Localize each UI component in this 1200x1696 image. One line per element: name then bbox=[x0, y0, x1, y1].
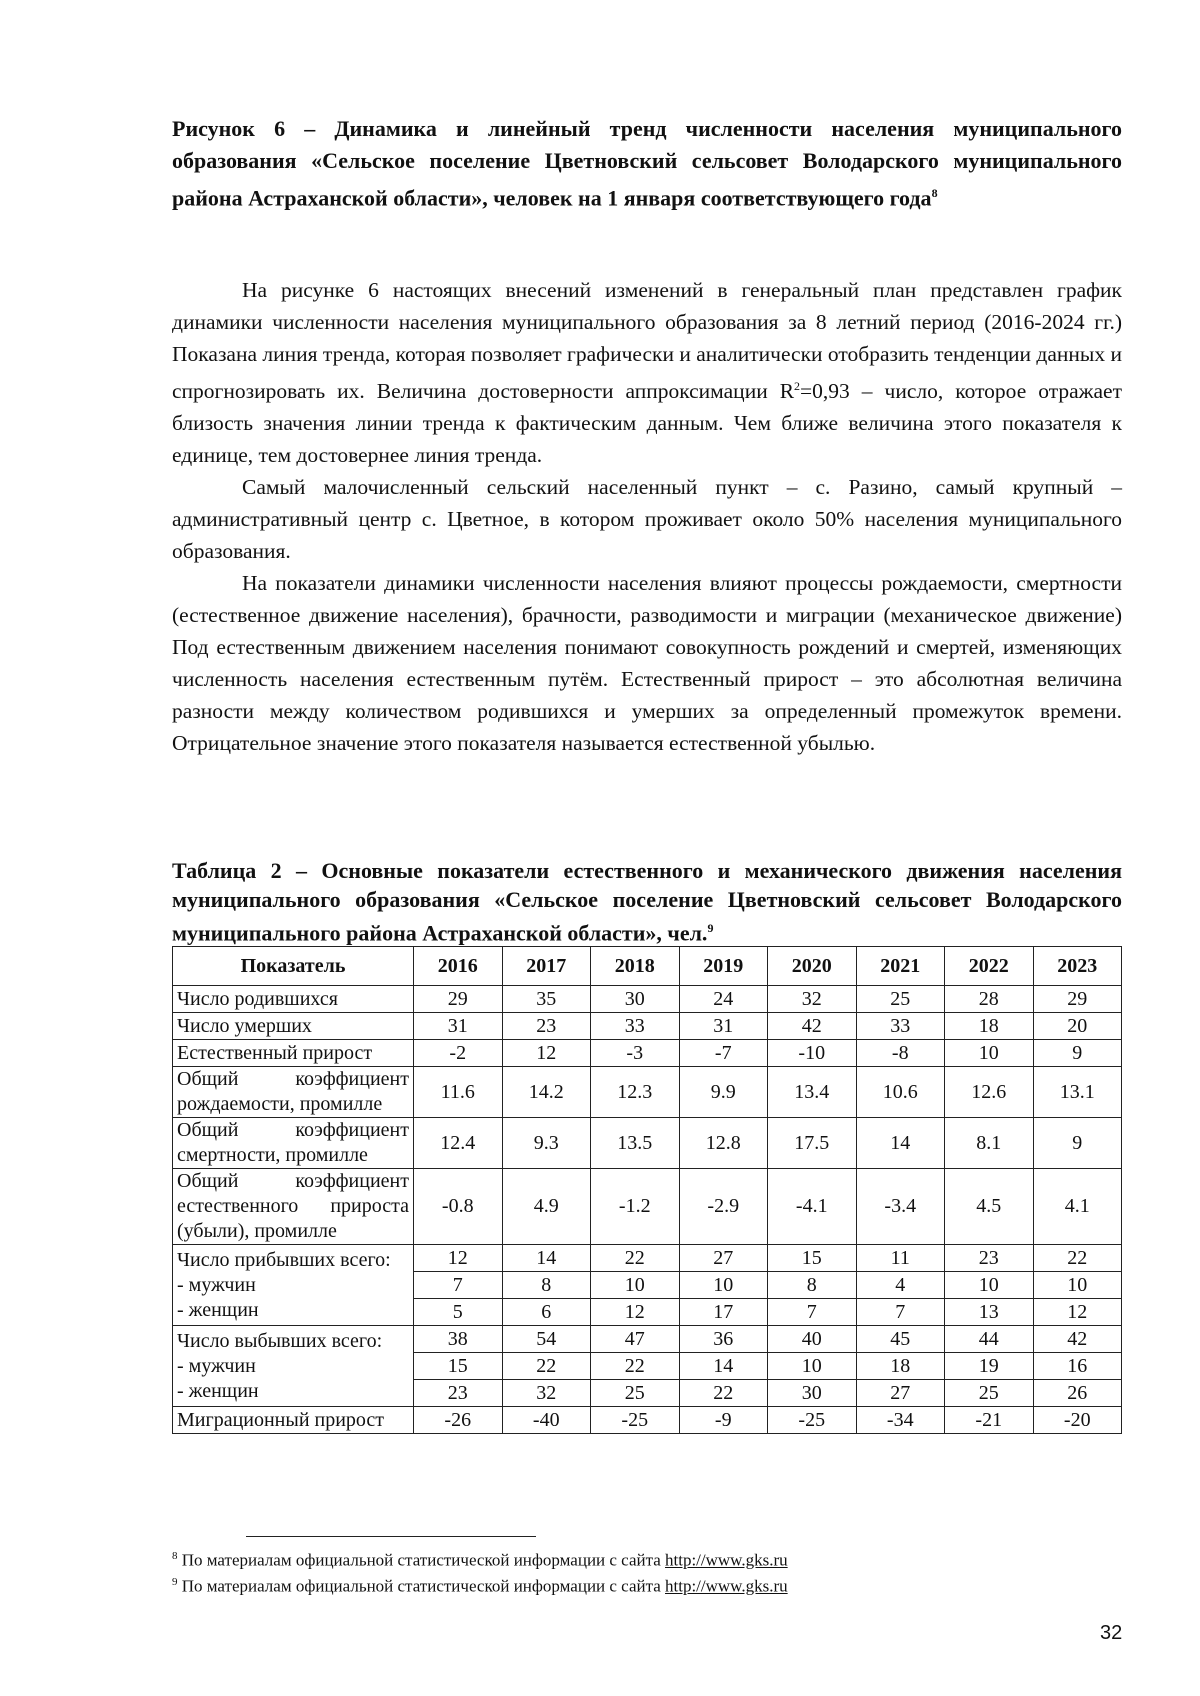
table-cell: 40 bbox=[768, 1326, 857, 1353]
row-label-line: Число выбывших всего: bbox=[177, 1329, 383, 1352]
paragraph-1 bbox=[172, 274, 1122, 471]
table-cell: 54 bbox=[502, 1326, 591, 1353]
table-cell: 29 bbox=[1033, 986, 1122, 1013]
table-cell: -3 bbox=[591, 1040, 680, 1067]
table-cell: 4.5 bbox=[945, 1169, 1034, 1245]
table-cell: 4 bbox=[856, 1272, 945, 1299]
table-cell: 10 bbox=[945, 1272, 1034, 1299]
paragraph-2: Самый малочисленный сельский населенный пункт – с. Разино, самый крупный – административный центр с. Цветное, в котором проживает около 50% населения муниципального образования. bbox=[172, 475, 1122, 564]
table-row bbox=[173, 1040, 1122, 1067]
table-cell: 23 bbox=[945, 1245, 1034, 1272]
footnote-8 bbox=[172, 1544, 788, 1573]
header-year: 2016 bbox=[414, 947, 503, 986]
table-cell: 17.5 bbox=[768, 1118, 857, 1169]
table-row bbox=[173, 1118, 1122, 1169]
table-cell: 44 bbox=[945, 1326, 1034, 1353]
footnote-text: По материалам официальной статистической информации с сайта bbox=[181, 1576, 666, 1596]
table-cell: -40 bbox=[502, 1407, 591, 1434]
table-cell: 29 bbox=[414, 986, 503, 1013]
table-cell: 24 bbox=[679, 986, 768, 1013]
table-cell: 31 bbox=[414, 1013, 503, 1040]
table-cell: -26 bbox=[414, 1407, 503, 1434]
table-cell: 36 bbox=[679, 1326, 768, 1353]
footnote-number: 9 bbox=[172, 1576, 178, 1588]
row-label: Число родившихся bbox=[173, 986, 414, 1013]
row-label-line: - мужчин bbox=[177, 1354, 256, 1377]
table-cell: 10 bbox=[1033, 1272, 1122, 1299]
row-label bbox=[173, 1245, 414, 1326]
table-cell: 4.1 bbox=[1033, 1169, 1122, 1245]
header-year: 2017 bbox=[502, 947, 591, 986]
table-cell: 10 bbox=[591, 1272, 680, 1299]
paragraph-1-part-b: =0,93 – число, которое отражает близость значения линии тренда к фактическим данным. Чем ближе величина этого показателя к единице, тем достовернее линия тренда. bbox=[172, 379, 1122, 468]
table-cell: 19 bbox=[945, 1353, 1034, 1380]
table-cell: 12.8 bbox=[679, 1118, 768, 1169]
table-cell: -0.8 bbox=[414, 1169, 503, 1245]
row-label: Миграционный прирост bbox=[173, 1407, 414, 1434]
table-cell: -34 bbox=[856, 1407, 945, 1434]
row-label: Число умерших bbox=[173, 1013, 414, 1040]
table-cell: 42 bbox=[1033, 1326, 1122, 1353]
row-label: Общий коэффициент рождаемости, промилле bbox=[173, 1067, 414, 1118]
footnote-9 bbox=[172, 1570, 788, 1599]
table-cell: 22 bbox=[591, 1245, 680, 1272]
table-row bbox=[173, 986, 1122, 1013]
footnote-divider bbox=[246, 1536, 536, 1537]
table-caption-text: Таблица 2 – Основные показатели естественного и механического движения населения муниципального образования «Сельское поселение Цветновский сельсовет Володарского муниципального района Астраханской области», чел. bbox=[172, 858, 1122, 946]
table-cell: -8 bbox=[856, 1040, 945, 1067]
table-cell: 6 bbox=[502, 1299, 591, 1326]
table-cell: 12 bbox=[1033, 1299, 1122, 1326]
table-cell: 12.4 bbox=[414, 1118, 503, 1169]
table-cell: 25 bbox=[591, 1380, 680, 1407]
page-number: 32 bbox=[1100, 1622, 1123, 1644]
table-cell: 8 bbox=[502, 1272, 591, 1299]
table-cell: 18 bbox=[856, 1353, 945, 1380]
table-cell: 5 bbox=[414, 1299, 503, 1326]
row-label: Естественный прирост bbox=[173, 1040, 414, 1067]
table-cell: 7 bbox=[414, 1272, 503, 1299]
table-cell: 13 bbox=[945, 1299, 1034, 1326]
table-cell: -9 bbox=[679, 1407, 768, 1434]
table-cell: 23 bbox=[502, 1013, 591, 1040]
table-cell: 7 bbox=[856, 1299, 945, 1326]
table-caption bbox=[172, 856, 1122, 947]
row-label-line: - женщин bbox=[177, 1298, 259, 1321]
table-cell: 9 bbox=[1033, 1118, 1122, 1169]
header-row bbox=[173, 947, 1122, 986]
table-cell: 32 bbox=[502, 1380, 591, 1407]
table-cell: 33 bbox=[856, 1013, 945, 1040]
table-cell: 15 bbox=[414, 1353, 503, 1380]
table-cell: -7 bbox=[679, 1040, 768, 1067]
table-cell: 22 bbox=[502, 1353, 591, 1380]
table-cell: 10 bbox=[679, 1272, 768, 1299]
figure-caption bbox=[172, 113, 1122, 214]
table-row-arrivals-total bbox=[173, 1245, 1122, 1272]
header-year: 2022 bbox=[945, 947, 1034, 986]
table-cell: 12.3 bbox=[591, 1067, 680, 1118]
footnote-text: По материалам официальной статистической информации с сайта bbox=[181, 1550, 666, 1570]
table-cell: 13.4 bbox=[768, 1067, 857, 1118]
table-cell: 25 bbox=[945, 1380, 1034, 1407]
r-squared-superscript: 2 bbox=[794, 379, 801, 393]
table-cell: 7 bbox=[768, 1299, 857, 1326]
table-cell: 15 bbox=[768, 1245, 857, 1272]
row-label bbox=[173, 1326, 414, 1407]
table-cell: -3.4 bbox=[856, 1169, 945, 1245]
table-cell: 16 bbox=[1033, 1353, 1122, 1380]
figure-caption-footnote-ref: 8 bbox=[931, 186, 938, 200]
table-cell: -25 bbox=[768, 1407, 857, 1434]
table-cell: 17 bbox=[679, 1299, 768, 1326]
paragraph-1-part-a: На рисунке 6 настоящих внесений изменений в генеральный план представлен график динамики численности населения муниципального образования за 8 летний период (2016-2024 гг.) Показана линия тренда, которая позволяет графически и аналитически отобразить тенденции данных и спрогнозировать их. Величина достоверности аппроксимации R bbox=[172, 278, 1122, 404]
table-cell: 22 bbox=[591, 1353, 680, 1380]
header-year: 2021 bbox=[856, 947, 945, 986]
table-cell: 12 bbox=[414, 1245, 503, 1272]
table-cell: 35 bbox=[502, 986, 591, 1013]
table-cell: -25 bbox=[591, 1407, 680, 1434]
table-cell: -21 bbox=[945, 1407, 1034, 1434]
header-year: 2018 bbox=[591, 947, 680, 986]
table-cell: 26 bbox=[1033, 1380, 1122, 1407]
table-cell: -2 bbox=[414, 1040, 503, 1067]
table-body bbox=[173, 986, 1122, 1434]
table-cell: 38 bbox=[414, 1326, 503, 1353]
table-cell: 22 bbox=[679, 1380, 768, 1407]
table-cell: 14 bbox=[679, 1353, 768, 1380]
table-cell: 9 bbox=[1033, 1040, 1122, 1067]
row-label-line: - мужчин bbox=[177, 1273, 256, 1296]
table-cell: 10 bbox=[945, 1040, 1034, 1067]
footnote-link[interactable]: http://www.gks.ru bbox=[665, 1550, 788, 1570]
footnote-number: 8 bbox=[172, 1550, 178, 1562]
table-cell: 10.6 bbox=[856, 1067, 945, 1118]
table-cell: 8 bbox=[768, 1272, 857, 1299]
table-cell: 14.2 bbox=[502, 1067, 591, 1118]
table-cell: -20 bbox=[1033, 1407, 1122, 1434]
table-cell: 11.6 bbox=[414, 1067, 503, 1118]
header-year: 2019 bbox=[679, 947, 768, 986]
table-caption-footnote-ref: 9 bbox=[707, 921, 714, 935]
table-row bbox=[173, 1013, 1122, 1040]
table-cell: -1.2 bbox=[591, 1169, 680, 1245]
table-cell: 47 bbox=[591, 1326, 680, 1353]
table-cell: 14 bbox=[502, 1245, 591, 1272]
table-cell: 45 bbox=[856, 1326, 945, 1353]
table-cell: 12 bbox=[502, 1040, 591, 1067]
table-cell: 25 bbox=[856, 986, 945, 1013]
table-row bbox=[173, 1169, 1122, 1245]
table-cell: 18 bbox=[945, 1013, 1034, 1040]
table-cell: 9.3 bbox=[502, 1118, 591, 1169]
table-cell: 14 bbox=[856, 1118, 945, 1169]
table-cell: 20 bbox=[1033, 1013, 1122, 1040]
table-cell: 30 bbox=[768, 1380, 857, 1407]
row-label: Общий коэффициент смертности, промилле bbox=[173, 1118, 414, 1169]
header-year: 2023 bbox=[1033, 947, 1122, 986]
table-cell: 12 bbox=[591, 1299, 680, 1326]
figure-caption-text: Рисунок 6 – Динамика и линейный тренд численности населения муниципального образования «Сельское поселение Цветновский сельсовет Володарского муниципального района Астраханской области», человек на 1 января соответствующего года bbox=[172, 116, 1122, 211]
table-cell: 42 bbox=[768, 1013, 857, 1040]
table-cell: 33 bbox=[591, 1013, 680, 1040]
table-cell: -4.1 bbox=[768, 1169, 857, 1245]
table-cell: 27 bbox=[856, 1380, 945, 1407]
table-cell: -2.9 bbox=[679, 1169, 768, 1245]
table-cell: 23 bbox=[414, 1380, 503, 1407]
header-indicator: Показатель bbox=[173, 947, 414, 986]
table-cell: 13.1 bbox=[1033, 1067, 1122, 1118]
table-cell: 32 bbox=[768, 986, 857, 1013]
table-cell: -10 bbox=[768, 1040, 857, 1067]
header-year: 2020 bbox=[768, 947, 857, 986]
table-cell: 4.9 bbox=[502, 1169, 591, 1245]
table-row bbox=[173, 1067, 1122, 1118]
table-cell: 10 bbox=[768, 1353, 857, 1380]
table-cell: 12.6 bbox=[945, 1067, 1034, 1118]
table-cell: 11 bbox=[856, 1245, 945, 1272]
population-movement-table bbox=[172, 946, 1122, 1434]
body-text bbox=[172, 274, 1122, 759]
table-cell: 9.9 bbox=[679, 1067, 768, 1118]
footnote-link[interactable]: http://www.gks.ru bbox=[665, 1576, 788, 1596]
row-label-line: - женщин bbox=[177, 1379, 259, 1402]
table-cell: 31 bbox=[679, 1013, 768, 1040]
table-cell: 27 bbox=[679, 1245, 768, 1272]
table-row-departures-total bbox=[173, 1326, 1122, 1353]
table-cell: 13.5 bbox=[591, 1118, 680, 1169]
table-cell: 28 bbox=[945, 986, 1034, 1013]
table-cell: 8.1 bbox=[945, 1118, 1034, 1169]
table-header bbox=[173, 947, 1122, 986]
table-row-migration bbox=[173, 1407, 1122, 1434]
table-cell: 22 bbox=[1033, 1245, 1122, 1272]
table-cell: 30 bbox=[591, 986, 680, 1013]
row-label: Общий коэффициент естественного прироста (убыли), промилле bbox=[173, 1169, 414, 1245]
paragraph-3: На показатели динамики численности населения влияют процессы рождаемости, смертности (естественное движение населения), брачности, разводимости и миграции (механическое движение) Под естественным движением населения понимают совокупность рождений и смертей, изменяющих численность населения естественным путём. Естественный прирост – это абсолютная величина разности между количеством родившихся и умерших за определенный промежуток времени. Отрицательное значение этого показателя называется естественной убылью. bbox=[172, 571, 1122, 756]
row-label-line: Число прибывших всего: bbox=[177, 1248, 391, 1271]
